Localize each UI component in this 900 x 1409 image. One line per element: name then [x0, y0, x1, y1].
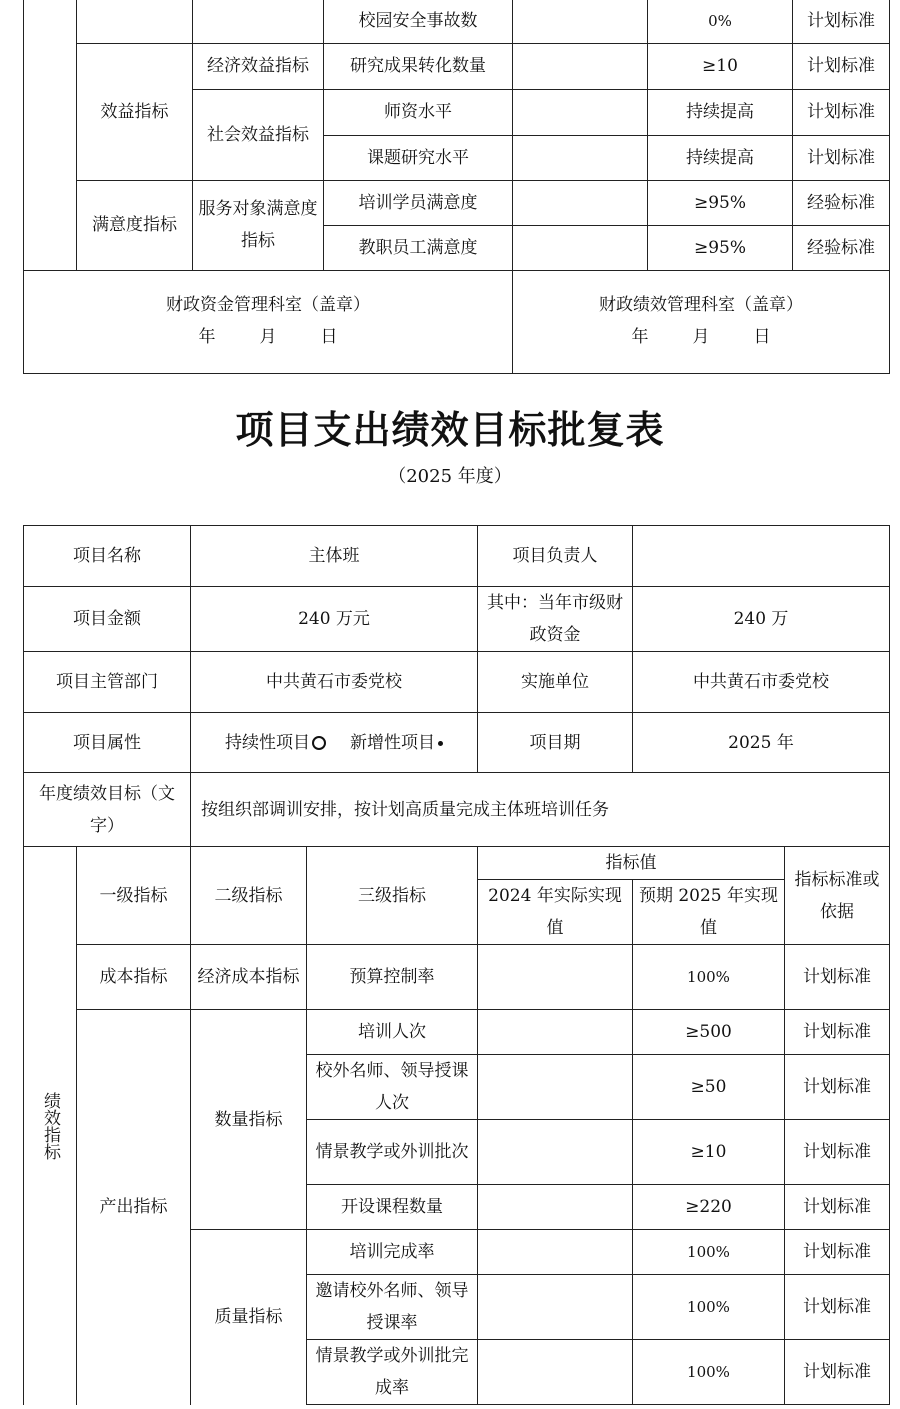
- header-level3: 三级指标: [307, 847, 478, 945]
- basis-cell: 计划标准: [785, 1055, 890, 1120]
- expected-cell: ≥220: [633, 1185, 785, 1230]
- month-label: 月: [259, 326, 277, 347]
- day-label: 日: [320, 326, 338, 347]
- continued-indicator-table: [23, 0, 890, 374]
- expected-cell: ≥10: [633, 1120, 785, 1185]
- basis-cell: 计划标准: [785, 1230, 890, 1275]
- expected-cell: 100%: [633, 945, 785, 1010]
- level2-quantity: 数量指标: [191, 1010, 307, 1230]
- attr-option-continuing: 持续性项目: [225, 732, 310, 753]
- fiscal-value: 240 万: [633, 587, 890, 652]
- level3-cell: 校园安全事故数: [324, 0, 513, 43]
- basis-cell: 经验标准: [793, 180, 890, 225]
- header-actual: 2024 年实际实现值: [478, 880, 633, 945]
- signature-left: [24, 270, 513, 373]
- level2-cell: [193, 0, 324, 43]
- level3-cell: 研究成果转化数量: [324, 43, 513, 89]
- side-label-cell: [24, 847, 77, 1405]
- header-basis: 指标标准或依据: [785, 847, 890, 945]
- basis-cell: 计划标准: [785, 1010, 890, 1055]
- basis-cell: 计划标准: [793, 0, 890, 43]
- project-name-label: 项目名称: [24, 526, 191, 587]
- value-cell: 持续提高: [648, 89, 793, 135]
- level1-output: 产出指标: [77, 1010, 191, 1405]
- basis-cell: 计划标准: [785, 1275, 890, 1340]
- basis-cell: 计划标准: [793, 43, 890, 89]
- goal-text: 按组织部调训安排，按计划高质量完成主体班培训任务: [191, 773, 890, 847]
- expected-cell: 100%: [633, 1275, 785, 1340]
- page-title: 项目支出绩效目标批复表: [235, 408, 665, 452]
- value-cell: 0%: [648, 0, 793, 43]
- level3-cell: 情景教学或外训批次: [307, 1120, 478, 1185]
- header-level1: 一级指标: [77, 847, 191, 945]
- level3-cell: 师资水平: [324, 89, 513, 135]
- signature-left-date: [28, 321, 508, 353]
- signature-right-name: 财政绩效管理科室（盖章）: [599, 294, 803, 315]
- level2-social: 社会效益指标: [193, 89, 324, 180]
- attr-options: [191, 713, 478, 773]
- amount-value: 240 万元: [191, 587, 478, 652]
- unit-value: 中共黄石市委党校: [633, 652, 890, 713]
- day-label: 日: [753, 326, 771, 347]
- level1-satisfaction: 满意度指标: [77, 180, 193, 270]
- basis-cell: 计划标准: [785, 945, 890, 1010]
- header-value: 指标值: [478, 847, 785, 880]
- level1-benefit: 效益指标: [77, 43, 193, 180]
- level3-cell: 培训人次: [307, 1010, 478, 1055]
- leader-value: [633, 526, 890, 587]
- year-label: 年: [631, 326, 649, 347]
- approval-table: [23, 525, 890, 1405]
- dept-label: 项目主管部门: [24, 652, 191, 713]
- actual-cell: [513, 43, 648, 89]
- radio-unselected-icon: [312, 736, 326, 750]
- level3-cell: 培训学员满意度: [324, 180, 513, 225]
- period-label: 项目期: [478, 713, 633, 773]
- expected-cell: 100%: [633, 1230, 785, 1275]
- level3-cell: 预算控制率: [307, 945, 478, 1010]
- leader-label: 项目负责人: [478, 526, 633, 587]
- side-cell: [24, 43, 77, 89]
- basis-cell: 计划标准: [793, 89, 890, 135]
- bullet-dot-icon: [438, 741, 443, 746]
- month-label: 月: [692, 326, 710, 347]
- level3-cell: 情景教学或外训批完成率: [307, 1340, 478, 1405]
- basis-cell: 经验标准: [793, 225, 890, 270]
- basis-cell: 计划标准: [785, 1340, 890, 1405]
- side-cell: [24, 0, 77, 43]
- side-cell: [24, 180, 77, 225]
- expected-cell: ≥500: [633, 1010, 785, 1055]
- actual-cell: [478, 1340, 633, 1405]
- actual-cell: [513, 0, 648, 43]
- level2-economic: 经济效益指标: [193, 43, 324, 89]
- level1-cell: [77, 0, 193, 43]
- signature-right: [513, 270, 890, 373]
- value-cell: ≥10: [648, 43, 793, 89]
- basis-cell: 计划标准: [793, 135, 890, 180]
- attr-option-new: 新增性项目: [350, 732, 435, 753]
- side-label: 绩效指标: [40, 1091, 60, 1160]
- actual-cell: [478, 945, 633, 1010]
- value-cell: ≥95%: [648, 180, 793, 225]
- expected-cell: ≥50: [633, 1055, 785, 1120]
- value-cell: 持续提高: [648, 135, 793, 180]
- project-name: 主体班: [191, 526, 478, 587]
- unit-label: 实施单位: [478, 652, 633, 713]
- dept-value: 中共黄石市委党校: [191, 652, 478, 713]
- level2-service: 服务对象满意度指标: [193, 180, 324, 270]
- actual-cell: [513, 180, 648, 225]
- year-label: 年: [198, 326, 216, 347]
- side-cell: [24, 89, 77, 135]
- actual-cell: [478, 1185, 633, 1230]
- level3-cell: 教职员工满意度: [324, 225, 513, 270]
- expected-cell: 100%: [633, 1340, 785, 1405]
- level3-cell: 课题研究水平: [324, 135, 513, 180]
- signature-right-date: [517, 321, 885, 353]
- actual-cell: [478, 1055, 633, 1120]
- actual-cell: [478, 1120, 633, 1185]
- level3-cell: 开设课程数量: [307, 1185, 478, 1230]
- actual-cell: [478, 1275, 633, 1340]
- header-expected: 预期 2025 年实现值: [633, 880, 785, 945]
- level3-cell: 校外名师、领导授课人次: [307, 1055, 478, 1120]
- basis-cell: 计划标准: [785, 1120, 890, 1185]
- side-cell: [24, 225, 77, 270]
- header-level2: 二级指标: [191, 847, 307, 945]
- period-value: 2025 年: [633, 713, 890, 773]
- level3-cell: 邀请校外名师、领导授课率: [307, 1275, 478, 1340]
- amount-label: 项目金额: [24, 587, 191, 652]
- actual-cell: [513, 225, 648, 270]
- signature-left-name: 财政资金管理科室（盖章）: [166, 294, 370, 315]
- actual-cell: [478, 1010, 633, 1055]
- actual-cell: [478, 1230, 633, 1275]
- value-cell: ≥95%: [648, 225, 793, 270]
- page-subtitle: （2025 年度）: [388, 466, 512, 487]
- level3-cell: 培训完成率: [307, 1230, 478, 1275]
- level2-economic-cost: 经济成本指标: [191, 945, 307, 1010]
- actual-cell: [513, 89, 648, 135]
- level1-cost: 成本指标: [77, 945, 191, 1010]
- goal-label: 年度绩效目标（文字）: [24, 773, 191, 847]
- fiscal-label: 其中：当年市级财政资金: [478, 587, 633, 652]
- actual-cell: [513, 135, 648, 180]
- attr-label: 项目属性: [24, 713, 191, 773]
- basis-cell: 计划标准: [785, 1185, 890, 1230]
- level2-quality: 质量指标: [191, 1230, 307, 1405]
- side-cell: [24, 135, 77, 180]
